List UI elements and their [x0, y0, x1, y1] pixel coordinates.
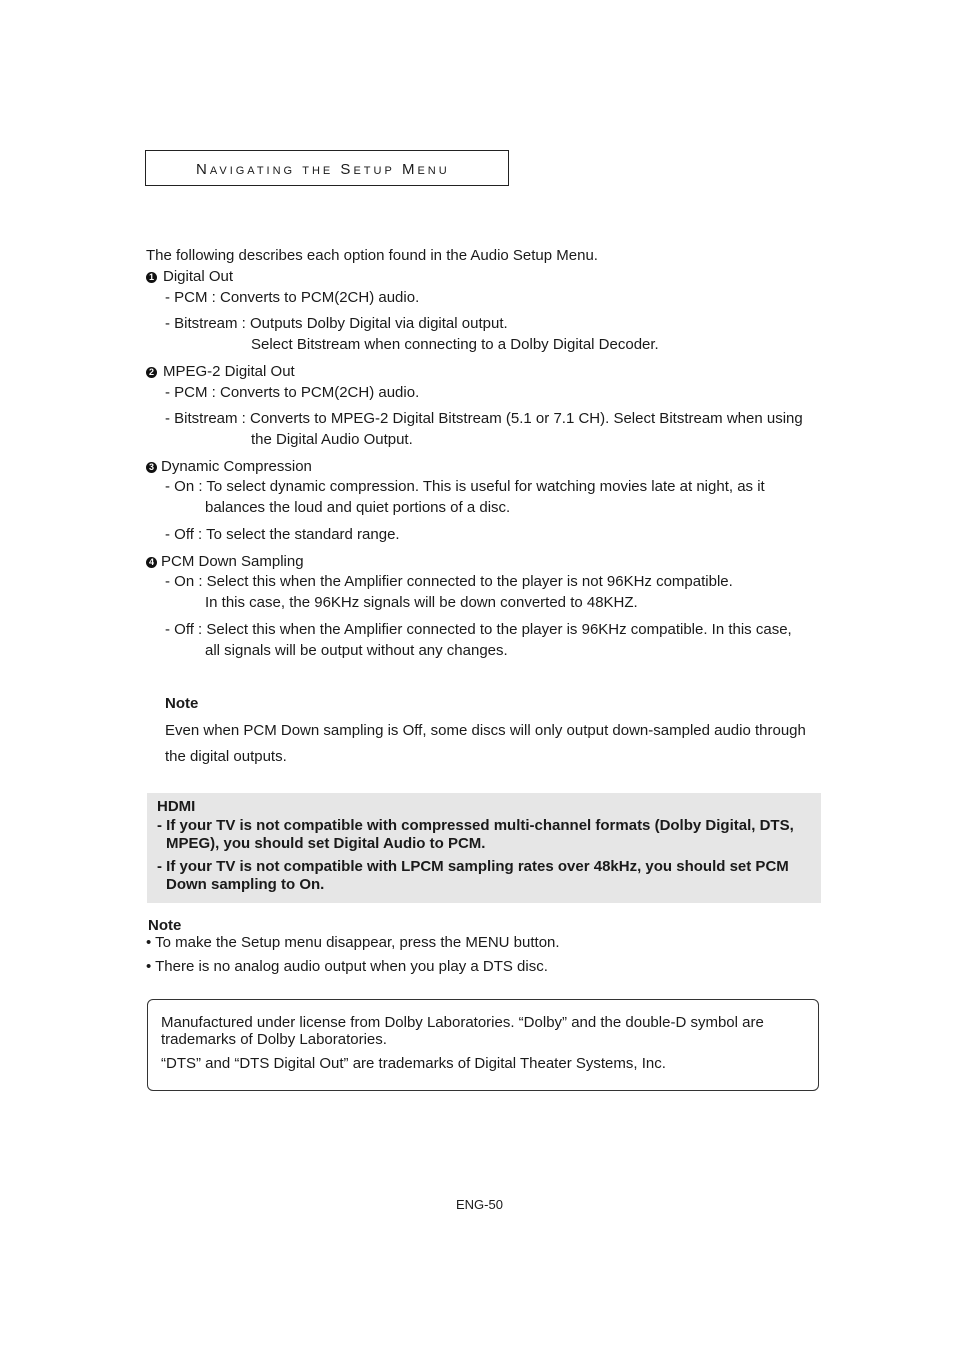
item-text: In this case, the 96KHz signals will be down converted to 48KHZ. — [205, 594, 638, 611]
item-mpeg2-heading — [146, 361, 295, 382]
number-4-icon: 4 — [146, 557, 157, 568]
item-text: Select Bitstream when connecting to a Dolby Digital Decoder. — [251, 336, 659, 353]
item-text: balances the loud and quiet portions of a disc. — [205, 499, 511, 516]
number-3-icon: 3 — [146, 462, 157, 473]
item-label: Digital Out — [163, 268, 234, 285]
item-pcm-down-sampling-heading — [146, 551, 304, 572]
item-text: - Off : To select the standard range. — [165, 526, 400, 543]
number-1-icon: 1 — [146, 272, 157, 283]
note-title: Note — [165, 695, 199, 712]
hdmi-title: HDMI — [157, 798, 196, 815]
item-label: Dynamic Compression — [161, 458, 312, 475]
note-text: the digital outputs. — [165, 748, 287, 765]
note-title: Note — [148, 917, 182, 934]
hdmi-notice-box — [147, 793, 821, 903]
item-text: the Digital Audio Output. — [251, 431, 413, 448]
license-box — [147, 999, 819, 1091]
note-text: Even when PCM Down sampling is Off, some discs will only output down-sampled audio through — [165, 722, 806, 739]
license-text: “DTS” and “DTS Digital Out” are trademarks of Digital Theater Systems, Inc. — [161, 1055, 666, 1072]
section-header-box — [145, 150, 509, 186]
item-text: - On : To select dynamic compression. This is useful for watching movies late at night, as it — [165, 478, 765, 495]
item-text: - Bitstream : Outputs Dolby Digital via digital output. — [165, 315, 508, 332]
item-digital-out-heading — [146, 266, 233, 287]
number-2-icon: 2 — [146, 367, 157, 378]
item-label: MPEG-2 Digital Out — [163, 363, 295, 380]
section-title: Navigating the Setup Menu — [196, 161, 450, 178]
hdmi-text: Down sampling to On. — [166, 876, 325, 893]
hdmi-text: - If your TV is not compatible with LPCM sampling rates over 48kHz, you should set PCM — [157, 858, 789, 875]
hdmi-text: - If your TV is not compatible with compressed multi-channel formats (Dolby Digital, DTS, — [157, 817, 794, 834]
license-text: Manufactured under license from Dolby Laboratories. “Dolby” and the double-D symbol are — [161, 1014, 764, 1031]
item-text: - PCM : Converts to PCM(2CH) audio. — [165, 384, 420, 401]
note-text: • There is no analog audio output when you play a DTS disc. — [146, 958, 548, 975]
item-text: all signals will be output without any changes. — [205, 642, 508, 659]
note-text: • To make the Setup menu disappear, press the MENU button. — [146, 934, 560, 951]
item-text: - Bitstream : Converts to MPEG-2 Digital Bitstream (5.1 or 7.1 CH). Select Bitstream when using — [165, 410, 803, 427]
intro-text: The following describes each option found in the Audio Setup Menu. — [146, 247, 598, 264]
page-number: ENG-50 — [456, 1197, 503, 1212]
item-text: - Off : Select this when the Amplifier connected to the player is 96KHz compatible. In this case, — [165, 621, 792, 638]
item-text: - On : Select this when the Amplifier connected to the player is not 96KHz compatible. — [165, 573, 733, 590]
item-label: PCM Down Sampling — [161, 553, 304, 570]
item-text: - PCM : Converts to PCM(2CH) audio. — [165, 289, 420, 306]
item-dynamic-compression-heading — [146, 456, 312, 477]
license-text: trademarks of Dolby Laboratories. — [161, 1031, 387, 1048]
hdmi-text: MPEG), you should set Digital Audio to PCM. — [166, 835, 486, 852]
